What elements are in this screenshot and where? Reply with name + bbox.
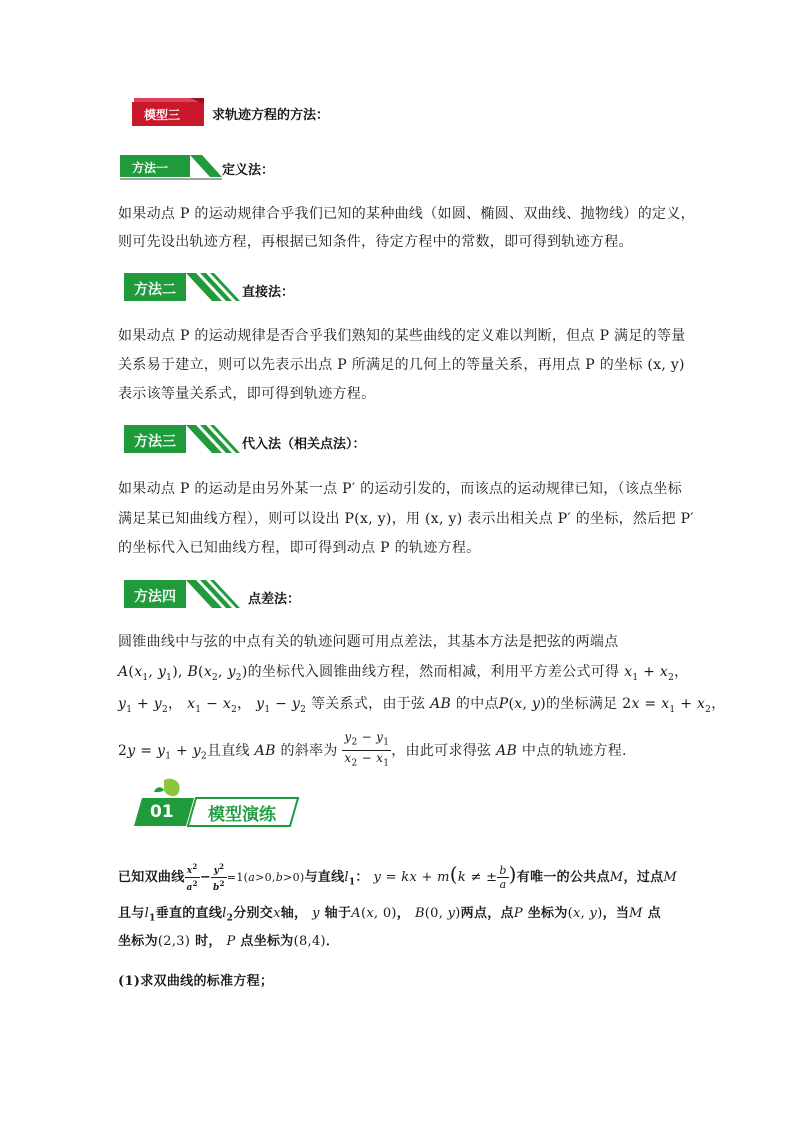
problem-part-14: 坐标为 [118, 934, 158, 949]
model-title: 求轨迹方程的方法： [212, 108, 330, 123]
method-2-line-2: 关系易于建立，则可以先表示出点 P 所满足的几何上的等量关系，再用点 P 的坐标 (x, y) [118, 357, 685, 373]
method-1-header [120, 155, 420, 181]
method-1-title: 定义法： [222, 163, 275, 178]
method-4-line-2-text: 的坐标代入圆锥曲线方程，然而相减，利用平方差公式可得 [247, 664, 620, 680]
method-3-line-3: 的坐标代入已知曲线方程，即可得到动点 P 的轨迹方程。 [118, 540, 481, 556]
practice-title: 模型演练 [208, 805, 276, 825]
practice-number: 01 [150, 802, 174, 822]
method-4-title: 点差法： [248, 592, 301, 607]
method-4-line-4a: 且直线 [207, 742, 250, 759]
method-4-line-2: $A(x_1$, $y_1$), $B(x_2$, $y_2$)的坐标代入圆锥曲线方程，然而相减，利用平方差公式可得 $x_1 + x_2$， [118, 664, 689, 683]
problem-line-1: 已知双曲线 $\frac{x^2}{a^2}$ − $\frac{y^2}{b^2}$ =1(a>0,b>0)与直线$l_1$： y = kx + m(k ≠ ± $\frac{b}{a}$ )有唯一的公共点M，过点M [118, 862, 678, 893]
method-3-line-1: 如果动点 P 的运动是由另外某一点 P′ 的运动引发的，而该点的运动规律已知，（该点坐标 [118, 481, 683, 497]
problem-part-5: 且与 [118, 906, 145, 921]
method-3-title: 代入法（相关点法）： [242, 437, 366, 452]
slope-fraction: $\frac{y_2 - y_1}{x_2 - x_1}$ [344, 730, 390, 769]
problem-part-4: ，过点 [623, 870, 664, 885]
problem-line-2: 且与$l_1$垂直的直线$l_2$分别交x轴， y 轴于A(x, 0)， B(0, y)两点，点P 坐标为(x, y)，当M 点 [118, 906, 661, 924]
method-4-badge-label: 方法四 [134, 589, 176, 605]
method-4-line-3b: 的中点 [455, 696, 499, 712]
problem-part-3: 有唯一的公共点 [516, 870, 610, 885]
problem-part-13: 点 [647, 906, 661, 921]
method-4-line-1: 圆锥曲线中与弦的中点有关的轨迹问题可用点差法，其基本方法是把弦的两端点 [118, 634, 619, 650]
method-4-line-3: $y_1 + y_2$， $x_1 - x_2$， $y_1 - y_2$ 等关系式，由于弦 AB 的中点P(x, y)的坐标满足 $2x = x_1 + x_2$， [118, 696, 726, 715]
question-1: (1)求双曲线的标准方程； [118, 974, 274, 989]
method-3-badge-label: 方法三 [134, 434, 176, 450]
problem-part-7: 分别交 [233, 906, 274, 921]
method-4-line-4d: 中点的轨迹方程. [521, 742, 627, 759]
method-4-line-4: $2y = y_1 + y_2$且直线 AB 的斜率为 $\frac{y_2 - y_1}{x_2 - x_1}$ ，由此可求得弦 AB 中点的轨迹方程. [118, 730, 678, 774]
method-4-line-3a: 等关系式，由于弦 [310, 696, 426, 712]
method-1-badge-label: 方法一 [132, 161, 169, 175]
problem-part-11: 坐标为 [527, 906, 568, 921]
method-2-header [124, 273, 424, 303]
method-4-line-4b: 的斜率为 [280, 742, 338, 759]
method-1-line-2: 则可先设出轨迹方程，再根据已知条件，待定方程中的常数，即可得到轨迹方程。 [118, 234, 633, 250]
method-1-line-1: 如果动点 P 的运动规律合乎我们已知的某种曲线（如圆、椭圆、双曲线、抛物线）的定义， [118, 206, 695, 222]
practice-header [134, 778, 314, 828]
method-3-header [124, 425, 424, 455]
method-4-line-4c: ，由此可求得弦 [391, 742, 492, 759]
method-2-title: 直接法： [242, 285, 295, 300]
problem-part-10: 两点，点 [460, 906, 514, 921]
method-2-badge-label: 方法二 [134, 282, 176, 298]
problem-part-8: 轴， [280, 906, 308, 921]
method-2-line-1: 如果动点 P 的运动规律是否合乎我们熟知的某些曲线的定义难以判断，但点 P 满足的等量 [118, 328, 686, 344]
model-header [130, 98, 530, 128]
problem-part-16: 点坐标为 [240, 934, 294, 949]
method-4-header [124, 580, 424, 610]
method-3-line-2: 满足某已知曲线方程），则可以设出 P(x, y)，用 (x, y) 表示出相关点 P′ 的坐标，然后把 P′ [118, 511, 694, 527]
problem-part-6: 垂直的直线 [155, 906, 223, 921]
problem-part-15: 时， [195, 934, 222, 949]
problem-part-9: 轴于 [324, 906, 352, 921]
endpoint-coords-formula: A [118, 664, 129, 680]
problem-part-1: 已知双曲线 [118, 870, 185, 885]
problem-part-2: 与直线 [304, 870, 345, 885]
problem-line-3: 坐标为(2,3) 时， P 点坐标为(8,4)． [118, 934, 340, 949]
method-4-line-3c: 的坐标满足 [546, 696, 618, 712]
model-badge-label: 模型三 [144, 108, 181, 122]
method-2-line-3: 表示该等量关系式，即可得到轨迹方程。 [118, 386, 376, 402]
problem-part-12: ，当 [602, 906, 630, 921]
